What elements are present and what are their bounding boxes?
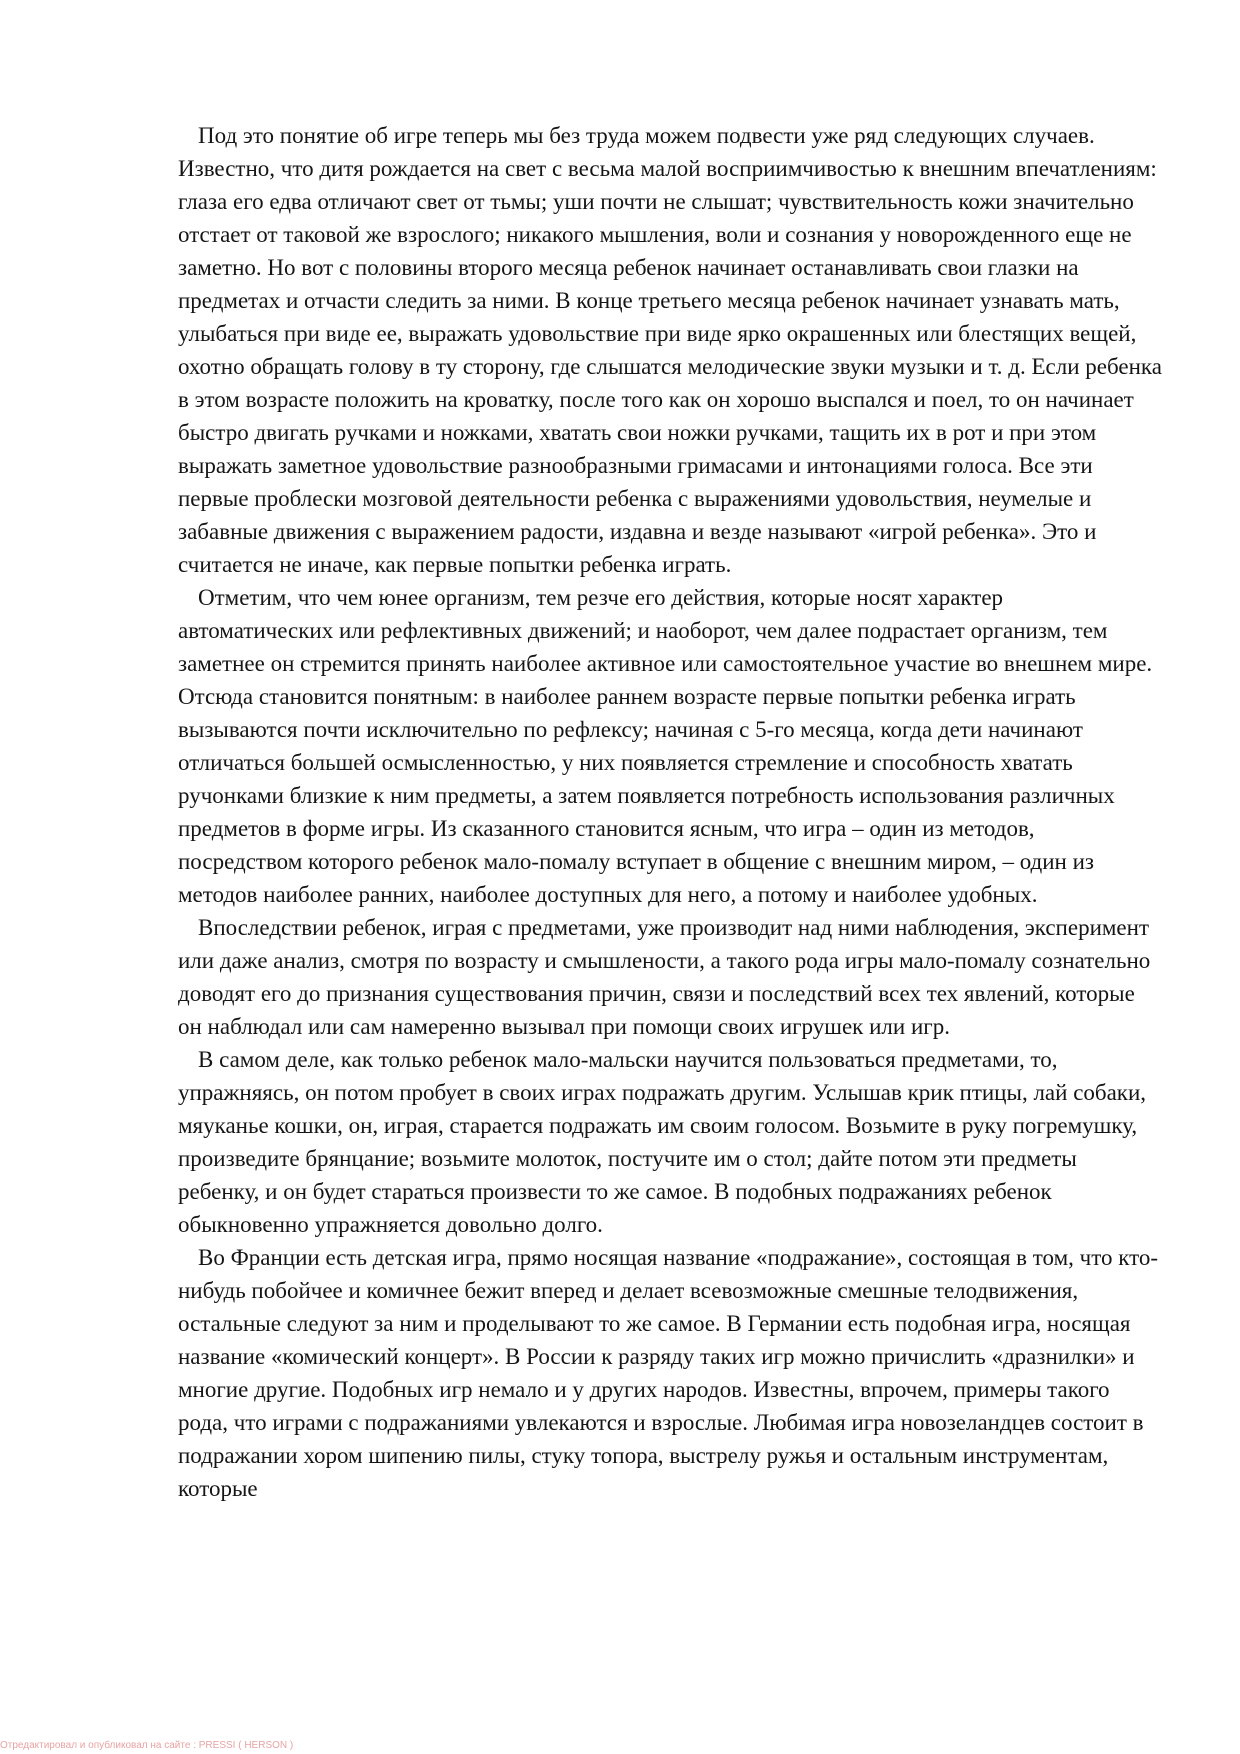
paragraph-3: Впоследствии ребенок, играя с предметами, уже производит над ними наблюдения, эксперимент или даже анализ, смотря по возрасту и смышлености, а такого рода игры мало-помалу сознательно доводят его до признания существования причин, связи и последствий всех тех явлений, которые он наблюдал или сам намеренно вызывал при помощи своих игрушек или игр. [178,915,1151,1039]
paragraph-5: Во Франции есть детская игра, прямо носящая название «подражание», состоящая в том, что кто-нибудь побойчее и комичнее бежит вперед и делает всевозможные смешные телодвижения, остальные следуют за ним и проделывают то же самое. В Германии есть подобная игра, носящая название «комический концерт». В России к разряду таких игр можно причислить «дразнилки» и многие другие. Подобных игр немало и у других народов. Известны, впрочем, примеры такого рода, что играми с подражаниями увлекаются и взрослые. Любимая игра новозеландцев состоит в подражании хором шипению пилы, стуку топора, выстрелу ружья и остальным инструментам, которые [178,1245,1158,1501]
paragraph-2: Отметим, что чем юнее организм, тем резче его действия, которые носят характер автоматических или рефлективных движений; и наоборот, чем далее подрастает организм, тем заметнее он стремится принять наиболее активное или самостоятельное участие во внешнем мире. Отсюда становится понятным: в наиболее раннем возрасте первые попытки ребенка играть вызываются почти исключительно по рефлексу; начиная с 5-го месяца, когда дети начинают отличаться большей осмысленностью, у них появляется стремление и способность хватать ручонками близкие к ним предметы, а затем появляется потребность использования различных предметов в форме игры. Из сказанного становится ясным, что игра – один из методов, посредством которого ребенок мало-помалу вступает в общение с внешним миром, – один из методов наиболее ранних, наиболее доступных для него, а потому и наиболее удобных. [178,585,1153,907]
footer-credit: Отредактировал и опубликовал на сайте : PRESSI ( HERSON ) [0,1740,294,1751]
paragraph-4: В самом деле, как только ребенок мало-мальски научится пользоваться предметами, то, упражняясь, он потом пробует в своих играх подражать другим. Услышав крик птицы, лай собаки, мяуканье кошки, он, играя, старается подражать им своим голосом. Возьмите в руку погремушку, произведите брянцание; возьмите молоток, постучите им о стол; дайте потом эти предметы ребенку, и он будет стараться произвести то же самое. В подобных подражаниях ребенок обыкновенно упражняется довольно долго. [178,1047,1147,1237]
paragraph-1: Под это понятие об игре теперь мы без труда можем подвести уже ряд следующих случаев. Известно, что дитя рождается на свет с весьма малой восприимчивостью к внешним впечатлениям: глаза его едва отличают свет от тьмы; уши почти не слышат; чувствительность кожи значительно отстает от таковой же взрослого; никакого мышления, воли и сознания у новорожденного еще не заметно. Но вот с половины второго месяца ребенок начинает останавливать свои глазки на предметах и отчасти следить за ними. В конце третьего месяца ребенок начинает узнавать мать, улыбаться при виде ее, выражать удовольствие при виде ярко окрашенных или блестящих вещей, охотно обращать голову в ту сторону, где слышатся мелодические звуки музыки и т. д. Если ребенка в этом возрасте положить на кроватку, после того как он хорошо выспался и поел, то он начинает быстро двигать ручками и ножками, хватать свои ножки ручками, тащить их в рот и при этом выражать заметное удовольствие разнообразными гримасами и интонациями голоса. Все эти первые проблески мозговой деятельности ребенка с выражениями удовольствия, неумелые и забавные движения с выражением радости, издавна и везде называют «игрой ребенка». Это и считается не иначе, как первые попытки ребенка играть. [178,123,1162,577]
document-body [178,119,1163,1505]
